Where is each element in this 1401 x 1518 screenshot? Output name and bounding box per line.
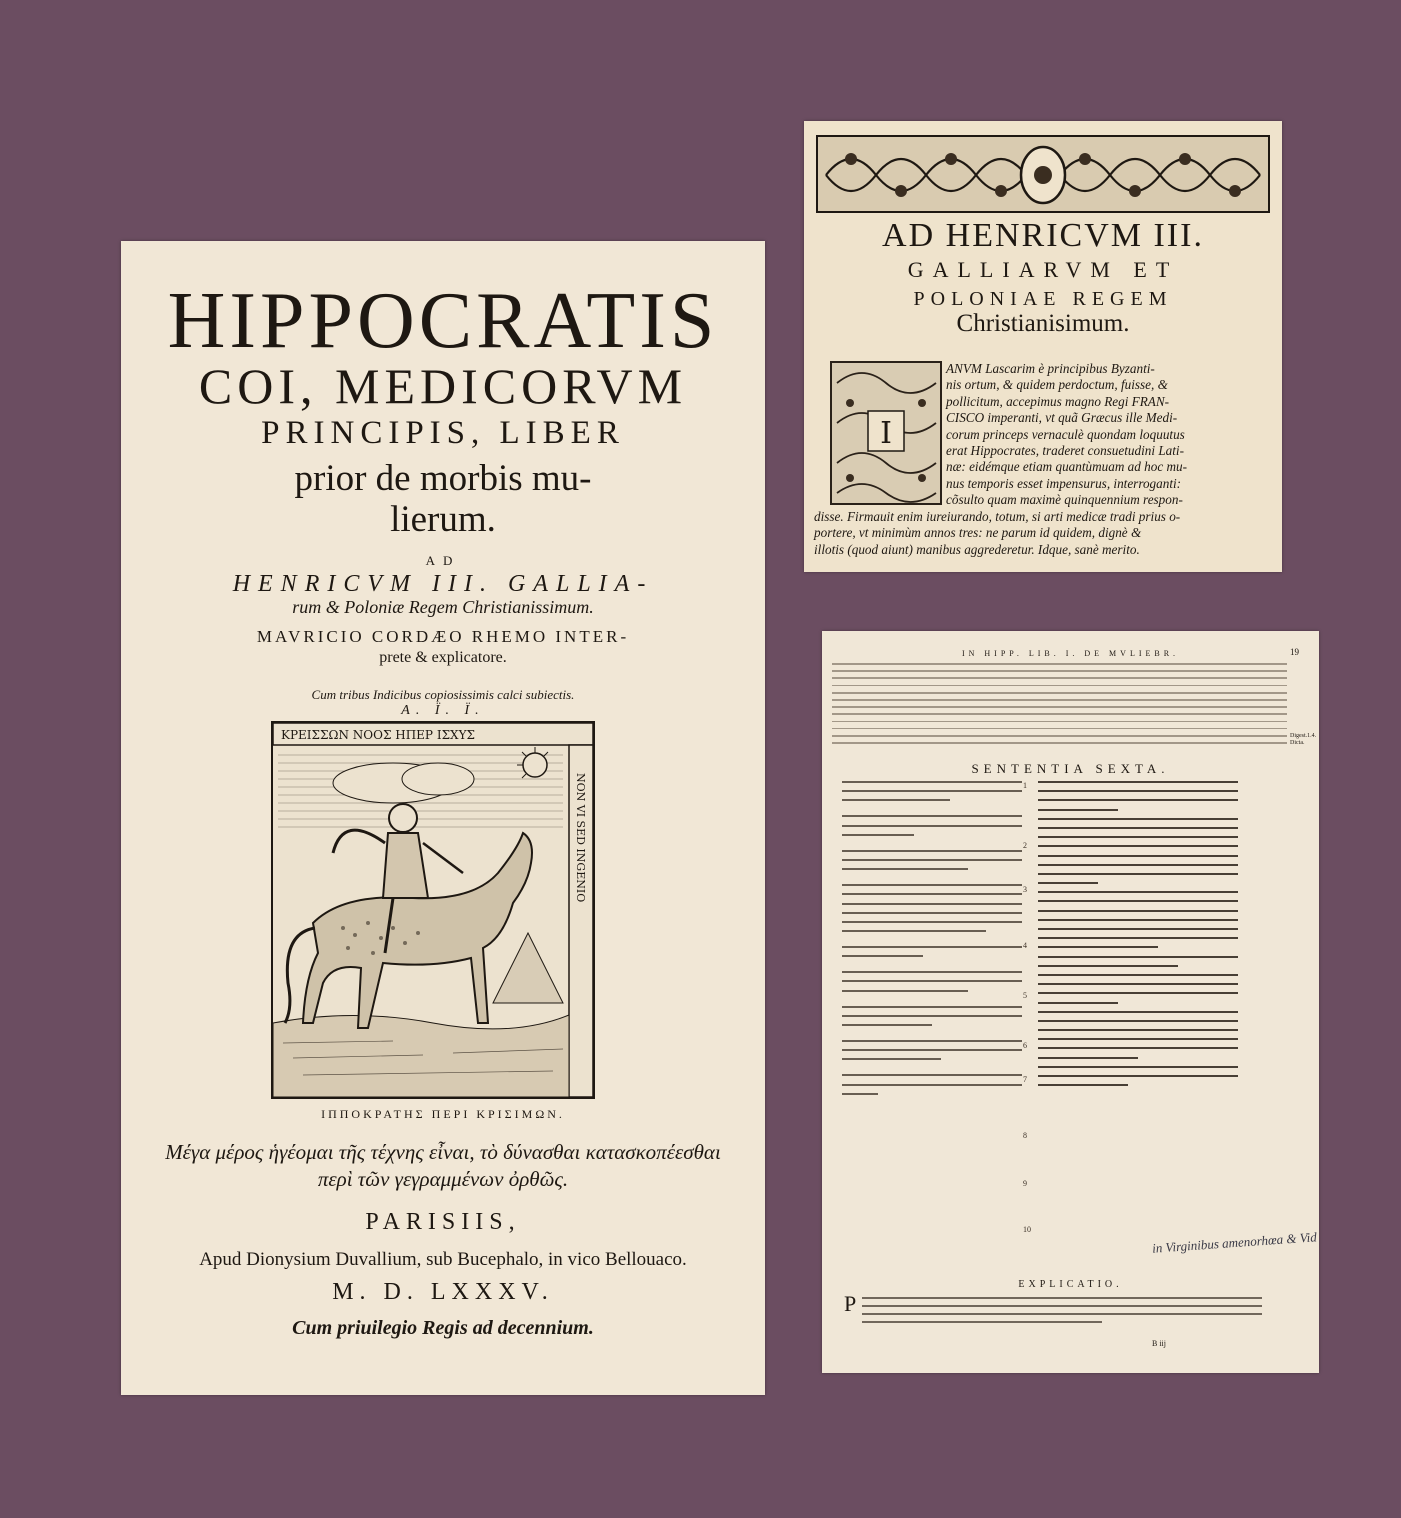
title-line-4b: lierum. xyxy=(390,498,496,540)
greek-quote-line-2: περὶ τῶν γεγραμμένων ὀρθῶς. xyxy=(317,1167,569,1192)
signature-mark: A. Ϊ. Ϊ. xyxy=(401,703,485,718)
latin-text-column xyxy=(1038,781,1238,1093)
dedicatee-line-2: rum & Poloniæ Regem Christianissimum. xyxy=(292,597,594,617)
ad-label: AD xyxy=(425,553,461,568)
sentence-number: 3 xyxy=(1023,885,1027,894)
greek-quotation xyxy=(121,1139,765,1194)
title-page xyxy=(121,241,765,1395)
dedication-text-line: corum princeps vernaculè quondam loquutus xyxy=(946,426,1185,442)
woodcut-motto: ΚΡΕΙΣΣΩΝ ΝΟΟΣ ΗΠΕΡ ΙΣΧΥΣ xyxy=(281,728,475,742)
privilege-note: Cum priuilegio Regis ad decennium. xyxy=(292,1317,594,1339)
initial-letter: I xyxy=(880,416,892,451)
dedication-title: AD HENRICVM III. xyxy=(882,217,1204,254)
sentence-number: 9 xyxy=(1023,1179,1027,1188)
title-line-4 xyxy=(121,459,765,540)
book-title: HIPPOCRATIS xyxy=(167,277,719,365)
dedication-text-full xyxy=(814,509,1180,558)
sentence-number: 2 xyxy=(1023,841,1027,850)
dedication-text-line: disse. Firmauit enim iureiurando, totum, si arti medicæ tradi prius o- xyxy=(814,509,1181,524)
explicatio-heading: EXPLICATIO. xyxy=(1018,1279,1123,1290)
page-signature: B iij xyxy=(1152,1339,1167,1348)
greek-text-column xyxy=(842,781,1022,1109)
imprint-city: PARISIIS, xyxy=(365,1209,521,1235)
greek-quote-line-1: Μέγα μέρος ἡγέομαι τῆς τέχνης εἶναι, τὸ δύνασθαι κατασκοπέεσθαι xyxy=(165,1140,721,1164)
imprint-year: M. D. LXXXV. xyxy=(332,1279,554,1305)
sentence-number: 7 xyxy=(1023,1075,1027,1084)
translator-line-2: prete & explicatore. xyxy=(379,649,507,666)
title-line-4a: prior de morbis mu- xyxy=(294,458,592,499)
translator-line-1: MAVRICIO CORDÆO RHEMO INTER- xyxy=(256,627,630,646)
dedication-text-line: nis ortum, & quidem perdoctum, fuisse, & xyxy=(946,377,1168,393)
text-page xyxy=(822,631,1319,1373)
sentence-number: 5 xyxy=(1023,991,1027,1000)
dedication-text-line: næ: eidémque etiam quantùmuam ad hoc mu- xyxy=(946,459,1187,475)
sentence-number: 4 xyxy=(1023,941,1027,950)
dedication-text-line: cõsulto quam maximè quinquennium respon- xyxy=(946,492,1183,508)
dedication-line-2: GALLIARVM ET xyxy=(907,257,1179,282)
dedication-text-line: ANVM Lascarim è principibus Byzanti- xyxy=(946,361,1155,376)
dedication-text-line: illotis (quod aiunt) manibus aggrederetur. Idque, sanè merito. xyxy=(814,541,1140,557)
running-head: IN HIPP. LIB. I. DE MVLIEBR. xyxy=(961,649,1180,658)
dedication-page xyxy=(804,121,1282,572)
explicatio-initial: P xyxy=(844,1291,857,1316)
dedication-text-column xyxy=(946,361,1187,509)
dedication-text-line: nus temporis esset impensurus, interroganti: xyxy=(946,475,1182,491)
dedication-text-line: pollicitum, accepimus magno Regi FRAN- xyxy=(946,393,1170,409)
sentence-number: 1 xyxy=(1023,781,1027,790)
dedication-text-line: portere, vt minimùm annos tres: ne parum id quidem, dignè & xyxy=(814,525,1142,541)
decorated-initial xyxy=(830,361,942,505)
explicatio-text xyxy=(862,1297,1262,1329)
handwritten-annotation: in Virginibus amenorhœa & Vid xyxy=(1151,1229,1318,1256)
woodcut-side-motto: NON VI SED INGENIO xyxy=(574,773,587,903)
printers-device-woodcut xyxy=(271,721,595,1099)
dedication-text-line: erat Hippocrates, traderet consuetudini Lati- xyxy=(946,443,1184,459)
sentence-number: 8 xyxy=(1023,1131,1027,1140)
folio-number: 19 xyxy=(1290,647,1299,657)
title-line-2: COI, MEDICORVM xyxy=(198,358,688,414)
dedication-line-4: Christianisimum. xyxy=(956,310,1130,337)
commentary-small-print xyxy=(832,663,1287,749)
dedicatee-line-1: HENRICVM III. GALLIA- xyxy=(232,571,654,597)
margin-note: Digest.1.4. Dicta. xyxy=(1290,733,1317,746)
dedication-text-line: CISCO imperanti, vt quã Græcus ille Medi- xyxy=(946,410,1178,426)
headpiece-ornament-icon xyxy=(816,135,1270,213)
dedication-line-3: POLONIAE REGEM xyxy=(913,288,1173,310)
bucephalus-rider-icon xyxy=(273,723,593,1097)
sentence-number: 10 xyxy=(1023,1225,1031,1234)
imprint-printer: Apud Dionysium Duvallium, sub Bucephalo, in vico Bellouaco. xyxy=(199,1249,687,1270)
title-line-3: PRINCIPIS, LIBER xyxy=(261,415,625,451)
section-title: SENTENTIA SEXTA. xyxy=(971,761,1170,776)
sentence-number: 6 xyxy=(1023,1041,1027,1050)
indices-note: Cum tribus Indicibus copiosissimis calci subiectis. xyxy=(311,687,575,702)
greek-caption: ΙΠΠΟΚΡΑΤΗΣ ΠΕΡΙ ΚΡΙΣΙΜΩΝ. xyxy=(321,1107,565,1121)
floral-initial-icon xyxy=(832,363,940,503)
